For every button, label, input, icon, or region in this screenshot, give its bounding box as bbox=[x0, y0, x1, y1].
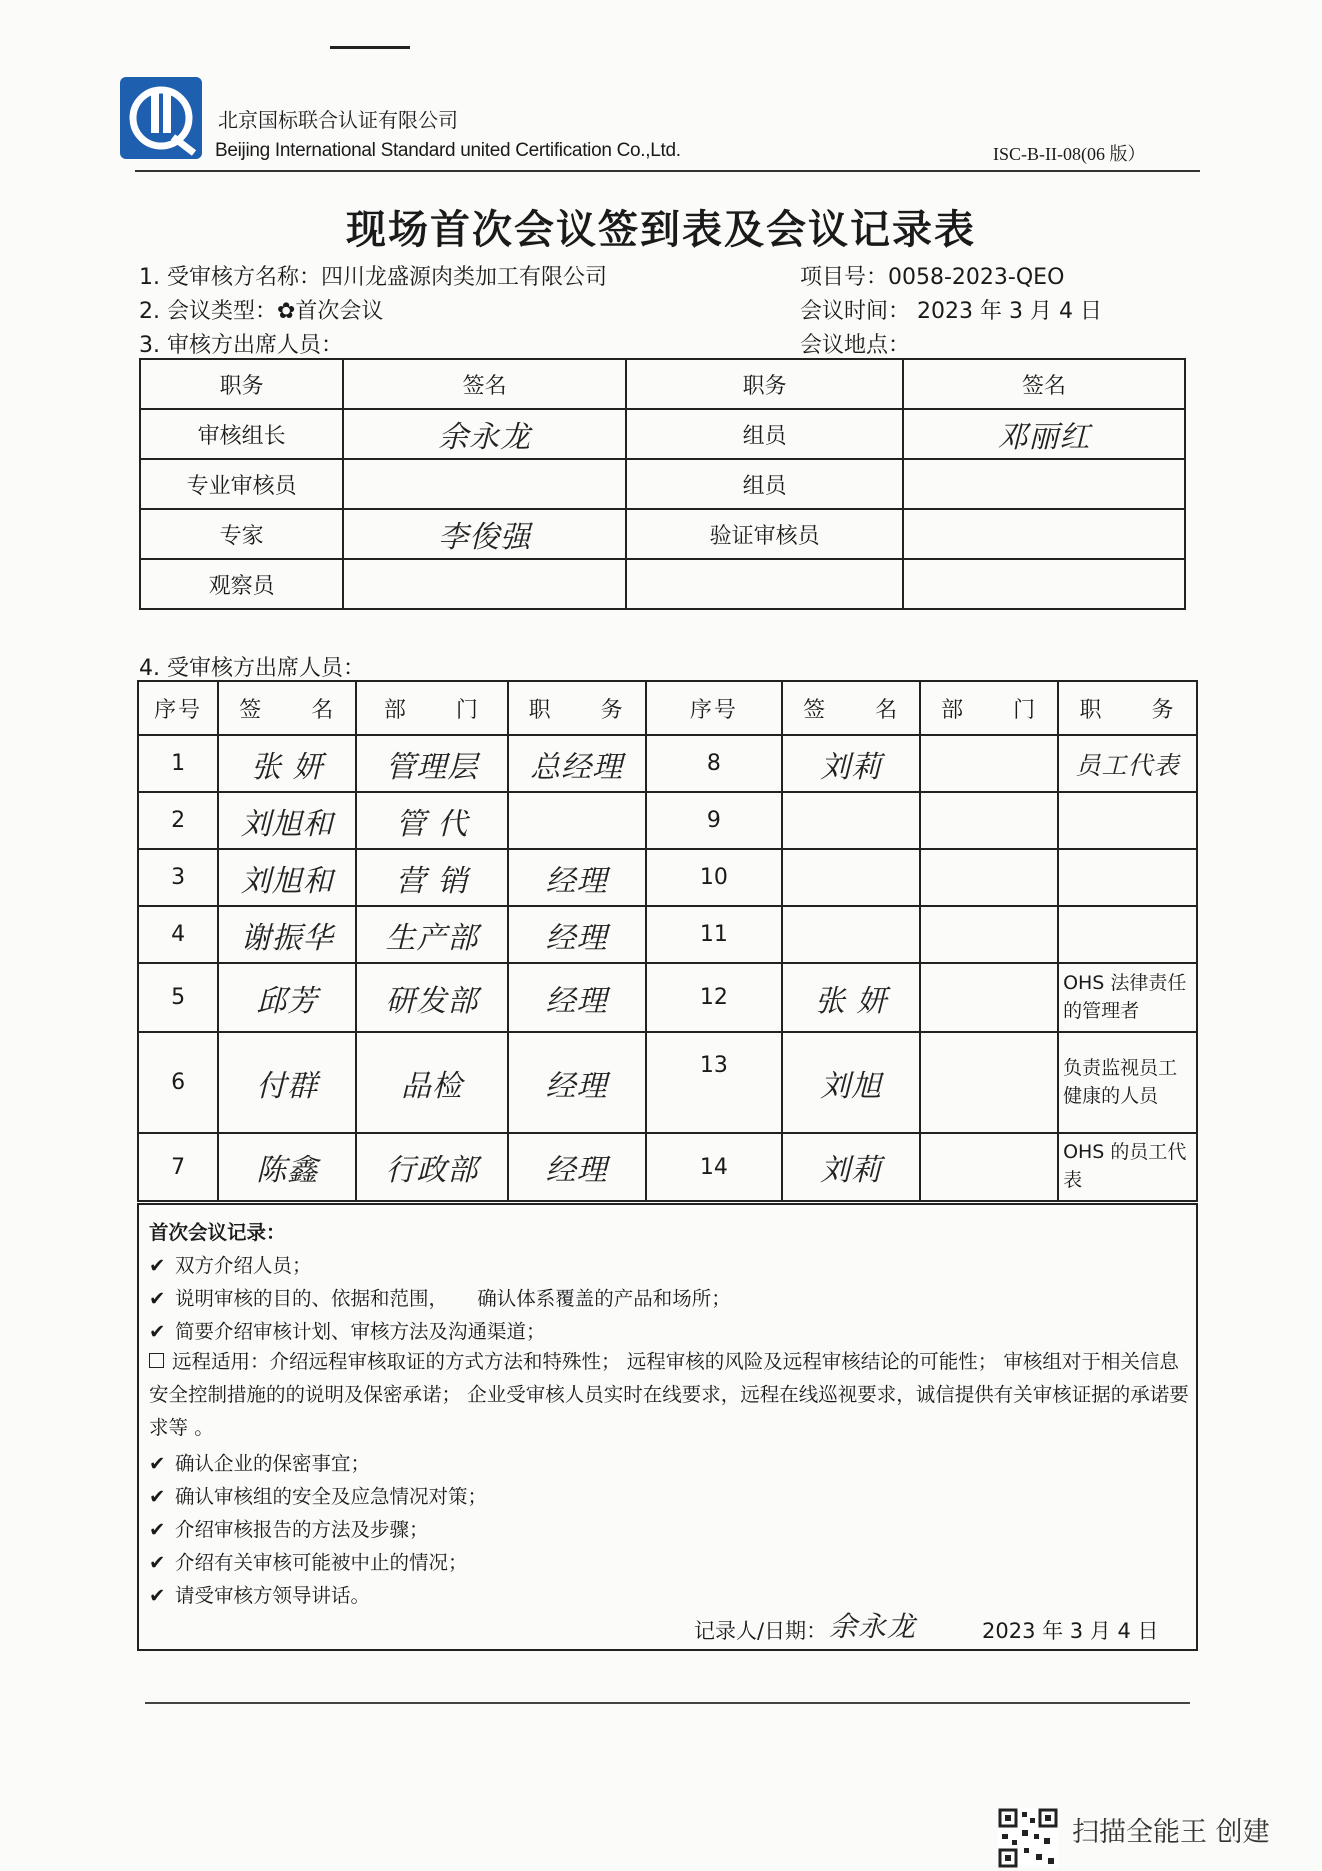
document-number: ISC-B-II-08(06 版） bbox=[993, 144, 1146, 164]
position-cell: 经理 bbox=[508, 1133, 646, 1201]
signature: 刘旭 bbox=[782, 1032, 920, 1133]
meeting-place: 会议地点： bbox=[800, 333, 911, 358]
record-item: ✔ 确认企业的保密事宜； bbox=[149, 1452, 371, 1475]
check-icon: ✔ bbox=[149, 1287, 166, 1310]
department-cell: 生产部 bbox=[356, 906, 508, 963]
record-item: ✔ 双方介绍人员； bbox=[149, 1254, 312, 1277]
check-icon: ✔ bbox=[149, 1320, 166, 1343]
table-row bbox=[138, 963, 1197, 1032]
header-cell: 签名 bbox=[343, 359, 626, 409]
check-icon: ✔ bbox=[149, 1254, 166, 1277]
position-cell: 员工代表 bbox=[1058, 735, 1197, 792]
position-cell: 经理 bbox=[508, 963, 646, 1032]
department-cell: 管理层 bbox=[356, 735, 508, 792]
seq-cell: 6 bbox=[138, 1032, 218, 1133]
footer-divider bbox=[145, 1702, 1190, 1704]
signature: 邱芳 bbox=[218, 963, 356, 1032]
seq-cell: 8 bbox=[646, 735, 783, 792]
signature bbox=[343, 559, 626, 609]
role-cell bbox=[626, 559, 903, 609]
signature: 付群 bbox=[218, 1032, 356, 1133]
check-icon: ✔ bbox=[149, 1518, 166, 1541]
record-item: ✔ 简要介绍审核计划、审核方法及沟通渠道； bbox=[149, 1320, 546, 1343]
seq-cell: 5 bbox=[138, 963, 218, 1032]
check-icon: ✔ bbox=[149, 1452, 166, 1475]
seq-cell: 11 bbox=[646, 906, 783, 963]
signature bbox=[343, 459, 626, 509]
meeting-time: 会议时间： 2023 年 3 月 4 日 bbox=[800, 299, 1102, 324]
signature: 张 妍 bbox=[782, 963, 920, 1032]
table-row bbox=[138, 1133, 1197, 1201]
seq-cell: 14 bbox=[646, 1133, 783, 1201]
record-heading: 首次会议记录： bbox=[149, 1221, 286, 1244]
table-row bbox=[138, 849, 1197, 906]
recorder-label: 记录人/日期： bbox=[694, 1619, 828, 1643]
table-row bbox=[140, 559, 1185, 609]
check-icon: ✔ bbox=[149, 1584, 166, 1607]
department-cell bbox=[920, 963, 1058, 1032]
meeting-record-box bbox=[137, 1203, 1198, 1651]
table-row bbox=[140, 409, 1185, 459]
role-cell: 专业审核员 bbox=[140, 459, 343, 509]
position-cell bbox=[1058, 849, 1197, 906]
record-item: ✔ 请受审核方领导讲话。 bbox=[149, 1584, 371, 1607]
role-cell: 专家 bbox=[140, 509, 343, 559]
position-cell bbox=[508, 792, 646, 849]
department-cell: 行政部 bbox=[356, 1133, 508, 1201]
record-item: ✔ 介绍审核报告的方法及步骤； bbox=[149, 1518, 429, 1541]
table-row bbox=[138, 1032, 1197, 1133]
check-icon: ✔ bbox=[149, 1551, 166, 1574]
auditee-name: 1. 受审核方名称：四川龙盛源肉类加工有限公司 bbox=[139, 265, 607, 290]
signature bbox=[903, 459, 1185, 509]
meeting-type: 2. 会议类型：✿首次会议 bbox=[139, 299, 384, 324]
record-date: 2023 年 3 月 4 日 bbox=[982, 1619, 1159, 1643]
table-row bbox=[140, 509, 1185, 559]
header-cell: 职务 bbox=[626, 359, 903, 409]
seq-cell: 10 bbox=[646, 849, 783, 906]
recorder-signature: 余永龙 bbox=[829, 1610, 917, 1643]
signature: 张 妍 bbox=[218, 735, 356, 792]
department-cell: 营 销 bbox=[356, 849, 508, 906]
scan-mark bbox=[330, 46, 410, 49]
table-header-row bbox=[138, 681, 1197, 735]
signature: 谢振华 bbox=[218, 906, 356, 963]
role-cell: 审核组长 bbox=[140, 409, 343, 459]
scanner-watermark: 扫描全能王 创建 bbox=[1072, 1817, 1270, 1848]
record-item: ✔ 说明审核的目的、依据和范围， 确认体系覆盖的产品和场所； bbox=[149, 1287, 731, 1310]
seq-cell: 7 bbox=[138, 1133, 218, 1201]
signature bbox=[782, 849, 920, 906]
header-cell: 部 门 bbox=[356, 681, 508, 735]
signature: 刘旭和 bbox=[218, 849, 356, 906]
signature: 李俊强 bbox=[343, 509, 626, 559]
signature bbox=[782, 792, 920, 849]
checkbox-icon bbox=[149, 1353, 164, 1368]
position-cell: 经理 bbox=[508, 1032, 646, 1133]
department-cell bbox=[920, 849, 1058, 906]
signature bbox=[903, 509, 1185, 559]
header-cell: 签 名 bbox=[782, 681, 920, 735]
position-cell: 负责监视员工健康的人员 bbox=[1058, 1032, 1197, 1133]
record-remote-item: 远程适用：介绍远程审核取证的方式方法和特殊性； 远程审核的风险及远程审核结论的可能性； 审核组对于相关信息安全控制措施的的说明及保密承诺； 企业受审核人员实时在线要求，远程在线巡视要求，诚信提供有关审核证据的承诺要求等 。 bbox=[149, 1350, 1189, 1439]
table-row bbox=[138, 735, 1197, 792]
signature: 刘莉 bbox=[782, 1133, 920, 1201]
header-cell: 序号 bbox=[138, 681, 218, 735]
signature bbox=[903, 559, 1185, 609]
position-cell: 总经理 bbox=[508, 735, 646, 792]
department-cell bbox=[920, 792, 1058, 849]
position-cell bbox=[1058, 906, 1197, 963]
department-cell bbox=[920, 1133, 1058, 1201]
department-cell: 品检 bbox=[356, 1032, 508, 1133]
header-cell: 职 务 bbox=[508, 681, 646, 735]
seq-cell: 13 bbox=[646, 1032, 783, 1133]
seq-cell: 9 bbox=[646, 792, 783, 849]
header-cell: 签 名 bbox=[218, 681, 356, 735]
position-cell: 经理 bbox=[508, 849, 646, 906]
seq-cell: 12 bbox=[646, 963, 783, 1032]
header-cell: 职 务 bbox=[1058, 681, 1197, 735]
seq-cell: 2 bbox=[138, 792, 218, 849]
seq-cell: 1 bbox=[138, 735, 218, 792]
table-row bbox=[138, 906, 1197, 963]
department-cell bbox=[920, 906, 1058, 963]
position-cell bbox=[1058, 792, 1197, 849]
record-item: ✔ 介绍有关审核可能被中止的情况； bbox=[149, 1551, 468, 1574]
header-cell: 签名 bbox=[903, 359, 1185, 409]
auditor-sign-table bbox=[139, 358, 1186, 610]
header-cell: 职务 bbox=[140, 359, 343, 409]
position-cell: 经理 bbox=[508, 906, 646, 963]
signature: 刘旭和 bbox=[218, 792, 356, 849]
qr-code-icon bbox=[998, 1808, 1058, 1868]
header-divider bbox=[135, 170, 1200, 172]
department-cell bbox=[920, 1032, 1058, 1133]
table-row bbox=[138, 792, 1197, 849]
company-logo-icon bbox=[118, 75, 204, 161]
company-name-cn: 北京国标联合认证有限公司 bbox=[218, 108, 458, 132]
signature: 陈鑫 bbox=[218, 1133, 356, 1201]
signature: 刘莉 bbox=[782, 735, 920, 792]
auditor-attendees-label: 3. 审核方出席人员： bbox=[139, 333, 343, 358]
auditee-sign-table bbox=[137, 680, 1198, 1202]
seq-cell: 3 bbox=[138, 849, 218, 906]
signature bbox=[782, 906, 920, 963]
header-cell: 序号 bbox=[646, 681, 783, 735]
role-cell: 组员 bbox=[626, 409, 903, 459]
role-cell: 组员 bbox=[626, 459, 903, 509]
check-icon: ✔ bbox=[149, 1485, 166, 1508]
department-cell bbox=[920, 735, 1058, 792]
table-header-row bbox=[140, 359, 1185, 409]
department-cell: 管 代 bbox=[356, 792, 508, 849]
project-number: 项目号：0058-2023-QEO bbox=[800, 265, 1065, 290]
company-name-en: Beijing International Standard united Certification Co.,Ltd. bbox=[215, 140, 681, 161]
header-cell: 部 门 bbox=[920, 681, 1058, 735]
signature: 余永龙 bbox=[343, 409, 626, 459]
department-cell: 研发部 bbox=[356, 963, 508, 1032]
record-item: ✔ 确认审核组的安全及应急情况对策； bbox=[149, 1485, 488, 1508]
page-title: 现场首次会议签到表及会议记录表 bbox=[346, 207, 976, 253]
position-cell: OHS 法律责任的管理者 bbox=[1058, 963, 1197, 1032]
table-row bbox=[140, 459, 1185, 509]
auditee-attendees-label: 4. 受审核方出席人员： bbox=[139, 656, 365, 681]
position-cell: OHS 的员工代表 bbox=[1058, 1133, 1197, 1201]
signature: 邓丽红 bbox=[903, 409, 1185, 459]
seq-cell: 4 bbox=[138, 906, 218, 963]
role-cell: 观察员 bbox=[140, 559, 343, 609]
role-cell: 验证审核员 bbox=[626, 509, 903, 559]
